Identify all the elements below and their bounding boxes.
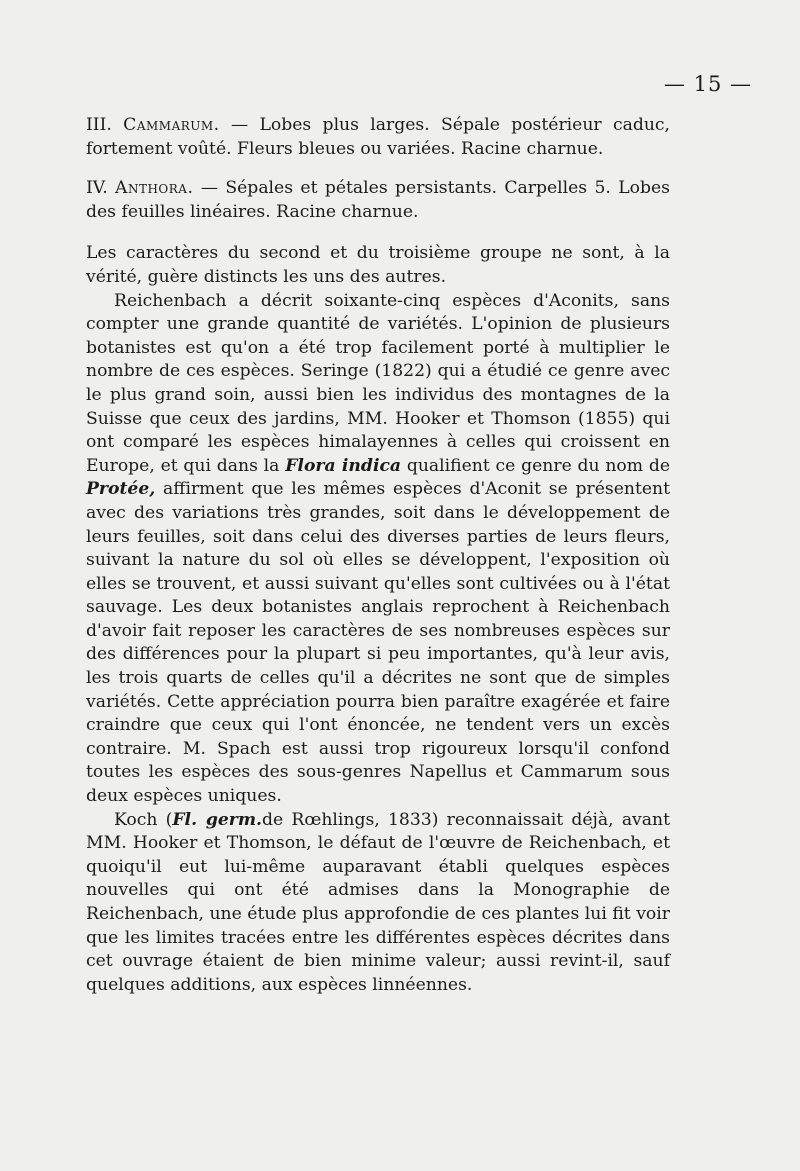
italic-title: Fl. germ.: [172, 809, 262, 830]
group-name: Anthora.: [115, 178, 194, 199]
group-entry-cammarum: [86, 114, 670, 161]
italic-title: Flora indica: [285, 455, 402, 476]
group-numeral: IV.: [86, 178, 108, 199]
paragraph-text: qualifient ce genre du nom de: [406, 455, 671, 476]
body-text: [86, 114, 670, 997]
paragraph-text: Koch (: [114, 809, 173, 830]
page-number: — 15 —: [663, 72, 752, 96]
paragraph-text: de Rœhlings, 1833) reconnaissait déjà, avant MM. Hooker et Thomson, le défaut de l'œuvre de Reichenbach, et quoiqu'il eut lui-même auparavant établi quelques espèces nouvelles qui ont été admises dans la Monographie de Reichenbach, une étude plus approfondie de ces plantes lui fit voir que les limites tracées entre les différentes espèces décrites dans cet ouvrage étaient de bien minime valeur; aussi revint-il, sauf quelques additions, aux espèces linnéennes.: [86, 809, 670, 995]
paragraph-text: affirment que les mêmes espèces d'Aconit se présentent avec des variations très grandes, soit dans le développement de leurs feuilles, soit dans celui des diverses parties de leurs fleurs, suivant la nature du sol où elles se développent, l'exposition où elles se trouvent, et aussi suivant qu'elles sont cultivées ou à l'état sauvage. Les deux botanistes anglais reprochent à Reichenbach d'avoir fait reposer les caractères de ses nombreuses espèces sur des différences pour la plupart si peu importantes, qu'à leur avis, les trois quarts de celles qu'il a décrites ne sont que de simples variétés. Cette appréciation pourra bien paraître exagérée et faire craindre que ceux qui l'ont énoncée, ne tendent vers un excès contraire. M. Spach est aussi trop rigoureux lorsqu'il confond toutes les espèces des sous-genres Napellus et Cammarum sous deux espèces uniques.: [86, 479, 670, 807]
group-name: Cammarum.: [123, 115, 220, 135]
group-description: — Lobes plus larges. Sépale postérieur caduc, fortement voûté. Fleurs bleues ou variées. Racine charnue.: [86, 115, 670, 159]
paragraph-groups-note: Les caractères du second et du troisième groupe ne sont, à la vérité, guère distincts les uns des autres.: [86, 243, 670, 287]
paragraph-koch: [86, 809, 670, 998]
paragraph-reichenbach: [86, 290, 670, 809]
group-description: — Sépales et pétales persistants. Carpelles 5. Lobes des feuilles linéaires. Racine charnue.: [86, 178, 670, 222]
italic-term: Protée,: [86, 479, 156, 500]
group-entry-anthora: [86, 177, 670, 224]
paragraph-text: Reichenbach a décrit soixante-cinq espèces d'Aconits, sans compter une grande quantité de variétés. L'opinion de plusieurs botanistes est qu'on a été trop facilement porté à multiplier le nombre de ces espèces. Seringe (1822) qui a étudié ce genre avec le plus grand soin, aussi bien les individus des montagnes de la Suisse que ceux des jardins, MM. Hooker et Thomson (1855) qui ont comparé les espèces himalayennes à celles qui croissent en Europe, et qui dans la: [86, 290, 670, 476]
group-numeral: III.: [86, 115, 112, 135]
